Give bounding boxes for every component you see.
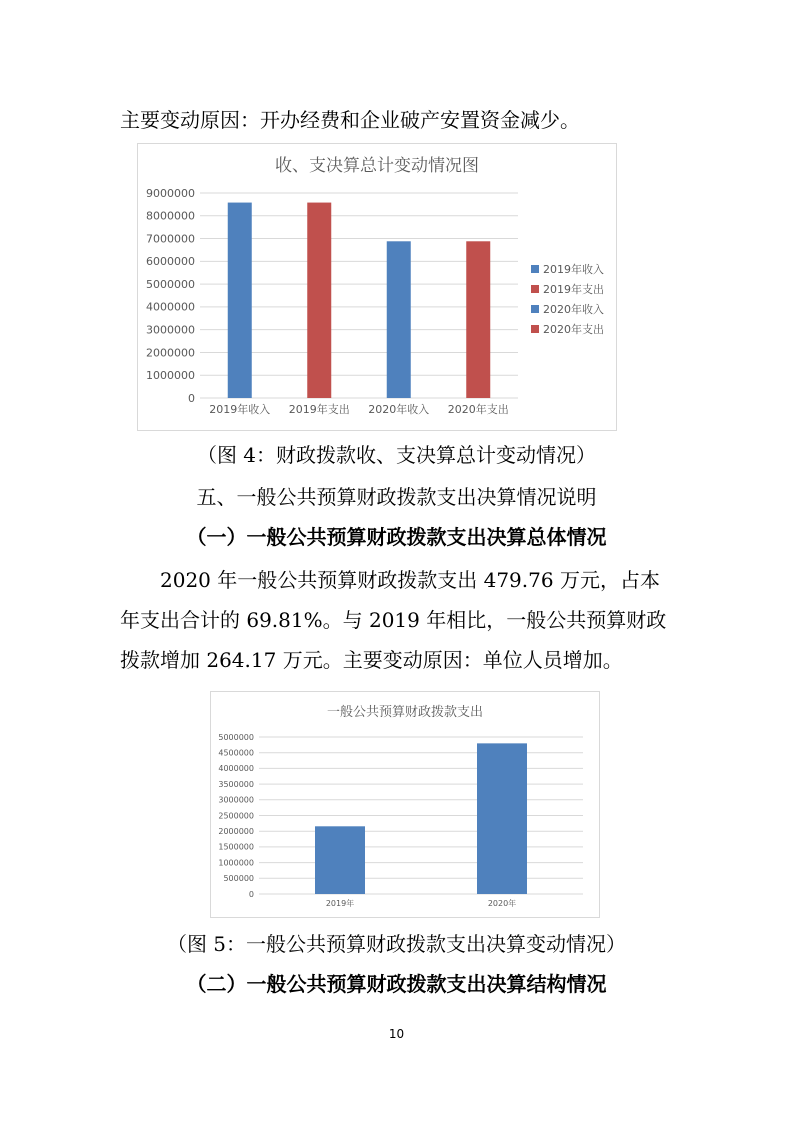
legend-swatch-3	[531, 325, 539, 333]
y-tick-label-1: 1000000	[146, 369, 195, 383]
y-tick-label-2: 2000000	[146, 346, 195, 360]
paragraph-change-reason: 主要变动原因：开办经费和企业破产安置资金减少。	[120, 108, 580, 132]
bar-1	[307, 203, 331, 398]
x-tick-label-0: 2019年收入	[209, 403, 271, 416]
y-tick-label-2: 1000000	[218, 858, 254, 868]
bar-2	[387, 241, 411, 398]
legend-swatch-1	[531, 285, 539, 293]
figure-4-caption: （图 4：财政拨款收、支决算总计变动情况）	[196, 443, 597, 467]
body-line-1: 2020 年一般公共预算财政拨款支出 479.76 万元，占本	[160, 568, 660, 592]
x-tick-label-2: 2020年收入	[368, 403, 430, 416]
y-tick-label-1: 500000	[223, 874, 254, 884]
bar-0	[228, 203, 252, 398]
subheading-2: （二）一般公共预算财政拨款支出决算结构情况	[186, 972, 607, 996]
y-tick-label-6: 3000000	[218, 795, 254, 805]
y-tick-label-3: 1500000	[218, 842, 254, 852]
bar-3	[466, 241, 490, 398]
chart-title: 收、支决算总计变动情况图	[275, 156, 479, 176]
legend-label-2: 2020年收入	[543, 303, 604, 316]
chart-title: 一般公共预算财政拨款支出	[326, 705, 484, 720]
y-tick-label-7: 3500000	[218, 779, 254, 789]
y-tick-label-6: 6000000	[146, 255, 195, 269]
body-line-3: 拨款增加 264.17 万元。主要变动原因：单位人员增加。	[120, 648, 623, 672]
subheading-1: （一）一般公共预算财政拨款支出决算总体情况	[186, 525, 607, 549]
y-tick-label-4: 2000000	[218, 827, 254, 836]
legend-label-3: 2020年支出	[543, 323, 604, 336]
y-tick-label-8: 8000000	[146, 209, 195, 223]
legend-swatch-0	[531, 265, 539, 273]
y-tick-label-3: 3000000	[146, 323, 195, 337]
section-heading-5: 五、一般公共预算财政拨款支出决算情况说明	[196, 485, 597, 509]
chart-income-expense-total	[137, 143, 617, 431]
y-tick-label-5: 2500000	[218, 811, 254, 821]
y-tick-label-0: 0	[248, 889, 254, 899]
y-tick-label-9: 4500000	[218, 748, 254, 758]
y-tick-label-4: 4000000	[146, 300, 195, 314]
x-tick-label-3: 2020年支出	[447, 403, 509, 416]
legend-swatch-2	[531, 305, 539, 313]
page-number: 10	[388, 1027, 405, 1041]
y-tick-label-10: 5000000	[218, 732, 254, 742]
legend-label-0: 2019年收入	[543, 263, 604, 276]
body-line-2: 年支出合计的 69.81%。与 2019 年相比，一般公共预算财政	[120, 608, 667, 632]
chart-general-budget-expense	[210, 691, 600, 918]
y-tick-label-0: 0	[188, 391, 195, 405]
x-tick-label-1: 2019年支出	[288, 403, 350, 416]
y-tick-label-5: 5000000	[146, 277, 195, 291]
y-tick-label-7: 7000000	[146, 232, 195, 246]
figure-5-caption: （图 5：一般公共预算财政拨款支出决算变动情况）	[166, 932, 627, 956]
chart-2-svg	[211, 692, 599, 917]
y-tick-label-8: 4000000	[218, 764, 254, 774]
chart-1-svg	[138, 144, 616, 430]
x-tick-label-1: 2020年	[487, 899, 517, 908]
bar-0	[315, 826, 365, 894]
y-tick-label-9: 9000000	[146, 186, 195, 200]
x-tick-label-0: 2019年	[325, 899, 355, 908]
bar-1	[477, 743, 527, 894]
legend-label-1: 2019年支出	[543, 283, 604, 296]
